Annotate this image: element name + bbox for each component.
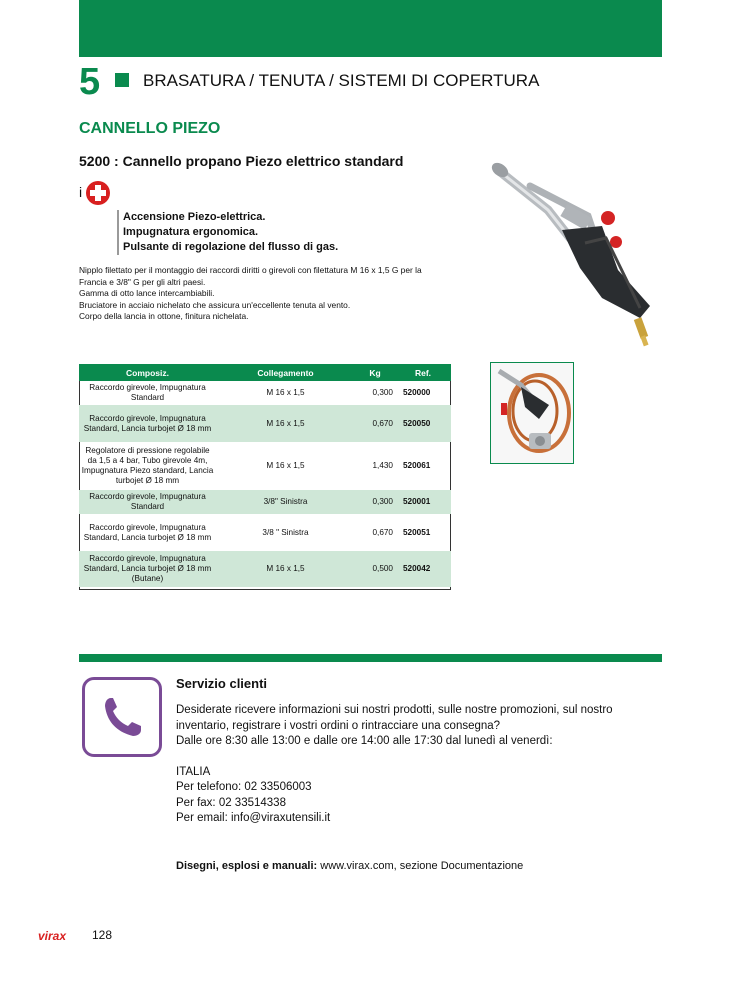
service-line: Desiderate ricevere informazioni sui nostri prodotti, sulle nostre promozioni, sul nostro xyxy=(176,704,613,716)
cell-collegamento: M 16 x 1,5 xyxy=(266,461,305,470)
cell-collegamento: 3/8 " Sinistra xyxy=(262,527,309,537)
table-row xyxy=(79,442,451,490)
spacer xyxy=(176,750,613,765)
cell-collegamento: M 16 x 1,5 xyxy=(216,551,355,587)
cell-ref: 520061 xyxy=(403,461,431,470)
cell-ref: 520050 xyxy=(395,405,451,442)
cell-composiz: Raccordo girevole, Impugnatura Standard xyxy=(79,490,216,514)
service-phone: Per telefono: 02 33506003 xyxy=(176,781,312,793)
product-title: 5200 : Cannello propano Piezo elettrico standard xyxy=(79,153,404,169)
cell-ref: 520051 xyxy=(403,527,431,537)
service-email[interactable]: Per email: info@viraxutensili.it xyxy=(176,812,331,824)
chapter-title: BRASATURA / TENUTA / SISTEMI DI COPERTURA xyxy=(143,71,540,90)
red-cross-icon xyxy=(85,180,111,206)
table-row xyxy=(79,405,451,442)
service-title: Servizio clienti xyxy=(176,676,268,691)
cell-ref: 520042 xyxy=(395,551,451,587)
cell-collegamento: 3/8" Sinistra xyxy=(216,490,355,514)
service-line: inventario, registrare i vostri ordini o rintracciare una consegna? xyxy=(176,719,501,732)
service-line: Dalle ore 8:30 alle 13:00 e dalle ore 14:00 alle 17:30 dal lunedì al venerdì: xyxy=(176,735,553,747)
service-fax: Per fax: 02 33514338 xyxy=(176,796,286,809)
cell-ref: 520001 xyxy=(395,490,451,514)
description-line: Corpo della lancia in ottone, finitura nichelata. xyxy=(79,311,249,321)
cell-kg: 0,670 xyxy=(372,527,393,537)
feature-item: Impugnatura ergonomica. xyxy=(123,226,259,238)
column-header-collegamento: Collegamento xyxy=(216,364,355,381)
section-divider-bar xyxy=(79,654,662,662)
cell-ref: 520000 xyxy=(403,388,431,397)
table-header-row xyxy=(79,364,451,381)
header-bar xyxy=(79,0,662,57)
product-table xyxy=(79,364,451,587)
cell-kg: 0,300 xyxy=(372,388,393,397)
cell-kg: 0,300 xyxy=(355,490,395,514)
section-title: CANNELLO PIEZO xyxy=(79,120,221,137)
cell-kg: 0,500 xyxy=(355,551,395,587)
description-line: Bruciatore in acciaio nichelato che assicura un'eccellente tenuta al vento. xyxy=(79,299,351,310)
table-row xyxy=(79,514,451,551)
drawings-label: Disegni, esplosi e manuali: xyxy=(176,860,318,872)
column-header-kg: Kg xyxy=(355,364,395,381)
table-row xyxy=(79,551,451,587)
description-line: Gamma di otto lance intercambiabili. xyxy=(79,288,215,298)
cell-collegamento: M 16 x 1,5 xyxy=(266,388,305,397)
cell-kg: 1,430 xyxy=(372,461,393,470)
cell-composiz: Regolatore di pressione regolabile da 1,5 a 4 bar, Tubo girevole 4m, Impugnatura Piezo standard, Lancia turbojet Ø 18 mm xyxy=(81,446,214,485)
phone-icon-box xyxy=(82,677,162,757)
torch-product-image xyxy=(490,158,665,353)
virax-logo: virax xyxy=(38,929,67,943)
cell-composiz: Raccordo girevole, Impugnatura Standard, Lancia turbojet Ø 18 mm (Butane) xyxy=(79,551,216,587)
table-row xyxy=(79,381,451,405)
table-row xyxy=(79,490,451,514)
cell-composiz: Raccordo girevole, Impugnatura Standard xyxy=(89,383,206,402)
cell-kg: 0,670 xyxy=(355,405,395,442)
drawings-link[interactable]: www.virax.com, sezione Documentazione xyxy=(317,860,524,872)
description-line: Nipplo filettato per il montaggio dei raccordi diritti o girevoli con filettatura M 16 x 1,5 G per la xyxy=(79,265,422,275)
page-number: 128 xyxy=(92,928,113,942)
torch-kit-image xyxy=(490,362,574,464)
chapter-square-icon xyxy=(115,73,129,87)
product-description xyxy=(79,265,464,323)
column-header-ref: Ref. xyxy=(395,364,451,381)
service-text xyxy=(176,703,613,827)
column-header-composiz: Composiz. xyxy=(79,364,216,381)
chapter-number: 5 xyxy=(79,61,101,103)
feature-item: Pulsante di regolazione del flusso di gas. xyxy=(123,241,339,253)
cell-composiz: Raccordo girevole, Impugnatura Standard, Lancia turbojet Ø 18 mm xyxy=(79,405,216,442)
feature-list xyxy=(117,210,338,255)
cell-composiz: Raccordo girevole, Impugnatura Standard, Lancia turbojet Ø 18 mm xyxy=(83,522,212,542)
description-line: Francia e 3/8" G per gli altri paesi. xyxy=(79,276,206,287)
feature-item: Accensione Piezo-elettrica. xyxy=(123,211,266,223)
drawings-note xyxy=(176,860,523,872)
cell-collegamento: M 16 x 1,5 xyxy=(216,405,355,442)
info-marker: i xyxy=(79,184,83,200)
service-country: ITALIA xyxy=(176,765,211,778)
phone-icon xyxy=(85,680,159,754)
